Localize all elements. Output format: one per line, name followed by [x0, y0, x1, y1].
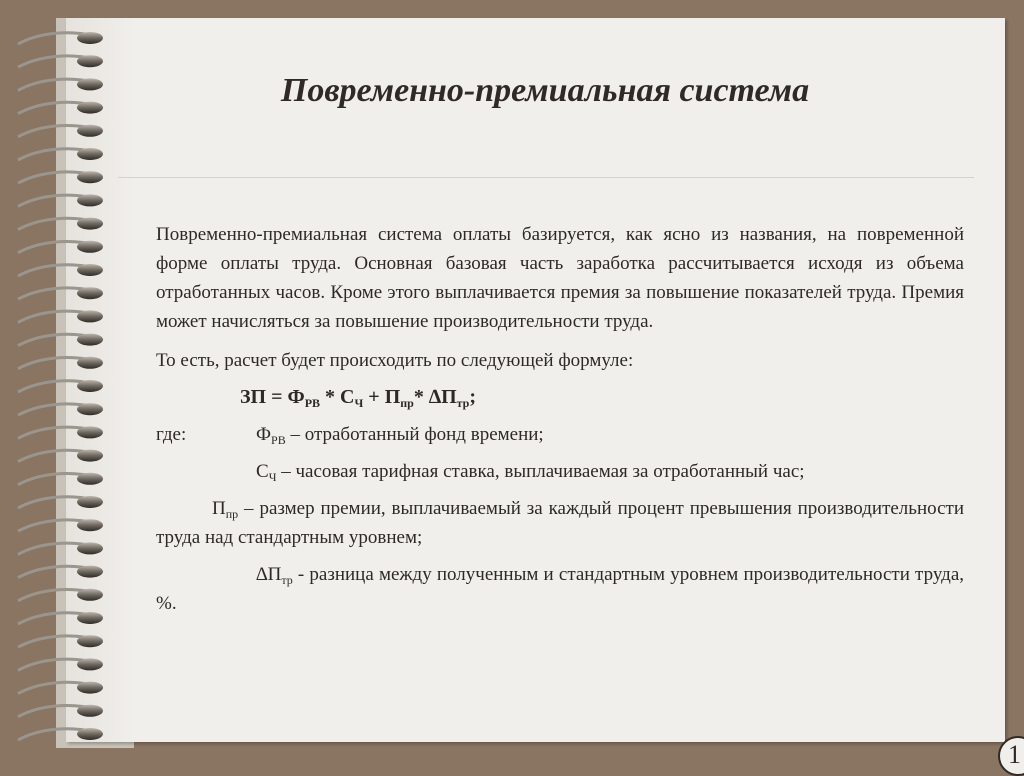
- ring-hole: [77, 148, 103, 160]
- ring-hole: [77, 102, 103, 114]
- page-number-badge: 1: [998, 736, 1024, 776]
- ring-hole: [77, 55, 103, 67]
- ring-hole: [77, 728, 103, 740]
- formula: ЗП = $Ф_{РВ} * С_Ч + П_{пр}*$ $\Delta П_{тр}$;: [240, 386, 477, 410]
- definition-frv: где: $Ф_{РВ}$ – отработанный фонд времени;: [156, 420, 964, 449]
- ring-hole: [77, 566, 103, 578]
- formula-intro: То есть, расчет будет происходить по следующей формуле:: [156, 350, 634, 371]
- ring-hole: [77, 612, 103, 624]
- ring-hole: [77, 334, 103, 346]
- ring-hole: [77, 426, 103, 438]
- definition-ppr: $П_{пр}$ – размер премии, выплачиваемый за каждый процент превышения производительности труда над стандартным уровнем;: [156, 498, 964, 548]
- ring-hole: [77, 542, 103, 554]
- ring-hole: [77, 264, 103, 276]
- where-label: где:: [156, 424, 187, 445]
- spiral-binding-icon: [0, 0, 120, 767]
- ring-hole: [77, 171, 103, 183]
- ring-hole: [77, 496, 103, 508]
- ring-hole: [77, 519, 103, 531]
- ring-hole: [77, 32, 103, 44]
- ring-hole: [77, 635, 103, 647]
- ring-hole: [77, 125, 103, 137]
- ring-hole: [77, 241, 103, 253]
- ring-hole: [77, 310, 103, 322]
- slide-title: Повременно-премиальная система: [280, 72, 810, 109]
- ring-hole: [77, 403, 103, 415]
- ring-hole: [77, 658, 103, 670]
- ring-hole: [77, 357, 103, 369]
- definition-dptr: $\Delta П_{тр}$ - разница между полученным и стандартным уровнем производительности труда, %.: [156, 564, 964, 614]
- ring-hole: [77, 682, 103, 694]
- title-divider: [118, 177, 974, 178]
- ring-hole: [77, 218, 103, 230]
- ring-hole: [77, 78, 103, 90]
- ring-hole: [77, 473, 103, 485]
- ring-hole: [77, 589, 103, 601]
- intro-paragraph: Повременно-премиальная система оплаты базируется, как ясно из названия, на повременной форме оплаты труда. Основная базовая часть заработка рассчитывается исходя из объема отработанных часов. Кроме этого выплачивается премия за повышение показателей труда. Премия может начисляться за повышение производительности труда.: [156, 224, 964, 332]
- ring-hole: [77, 705, 103, 717]
- ring-hole: [77, 450, 103, 462]
- slide-body: [156, 220, 964, 618]
- ring-hole: [77, 287, 103, 299]
- ring-hole: [77, 380, 103, 392]
- definition-sch: $С_Ч$ – часовая тарифная ставка, выплачиваемая за отработанный час;: [256, 461, 805, 484]
- ring-hole: [77, 194, 103, 206]
